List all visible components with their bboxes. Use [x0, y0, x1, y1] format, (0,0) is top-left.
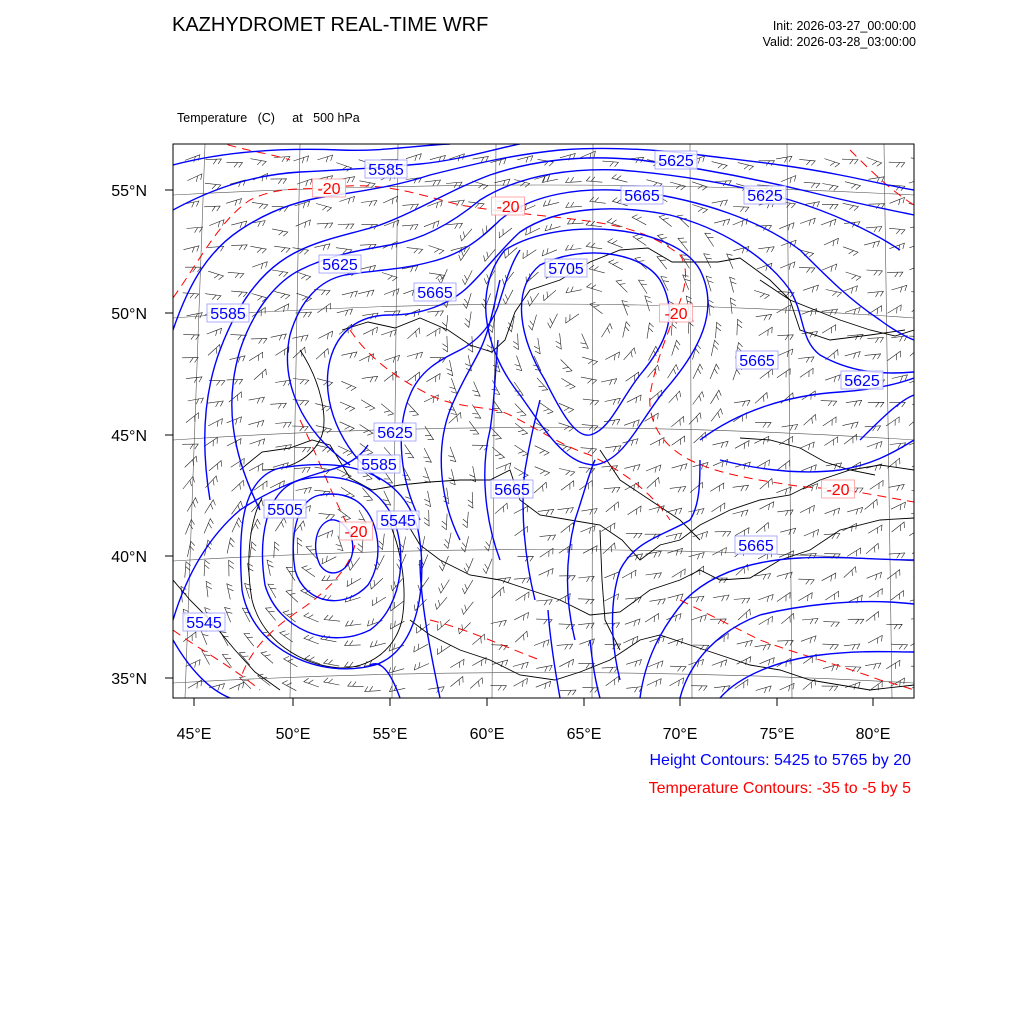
- height-label: [545, 259, 587, 278]
- temperature-label-text: -20: [317, 181, 341, 198]
- temperature-label-text: -20: [664, 306, 688, 323]
- longitude-labels: [177, 726, 891, 743]
- height-label: [365, 160, 407, 179]
- lon-label: 55°E: [372, 726, 408, 743]
- temperature-label-text: -20: [826, 482, 850, 499]
- height-label: [264, 500, 306, 519]
- height-label-text: 5665: [739, 353, 775, 370]
- height-label: [319, 255, 361, 274]
- height-label-text: 5625: [377, 425, 413, 442]
- temperature-label: [340, 522, 373, 541]
- height-label-text: 5665: [738, 538, 774, 555]
- lat-label: 40°N: [111, 549, 147, 566]
- height-label: [736, 351, 778, 370]
- height-label: [374, 423, 416, 442]
- valid-time: Valid: 2026-03-28_03:00:00: [762, 35, 916, 49]
- height-label-text: 5625: [844, 373, 880, 390]
- map-background: [173, 144, 914, 698]
- lon-label: 45°E: [176, 726, 212, 743]
- lat-label: 50°N: [111, 306, 147, 323]
- height-label: [377, 511, 419, 530]
- temperature-label: [660, 304, 693, 323]
- height-label-text: 5625: [322, 257, 358, 274]
- lon-label: 60°E: [469, 726, 505, 743]
- height-label: [744, 186, 786, 205]
- lat-label: 45°N: [111, 428, 147, 445]
- lon-label: 50°E: [275, 726, 311, 743]
- temperature-label: [313, 179, 346, 198]
- height-label: [491, 480, 533, 499]
- init-time: Init: 2026-03-27_00:00:00: [772, 19, 916, 33]
- field-temperature: Temperature (C) at 500 hPa: [177, 111, 360, 125]
- height-label-text: 5585: [368, 162, 404, 179]
- lon-label: 75°E: [759, 726, 795, 743]
- height-label-text: 5625: [658, 153, 694, 170]
- height-label-text: 5665: [417, 285, 453, 302]
- lon-label: 80°E: [855, 726, 891, 743]
- height-label-text: 5625: [747, 188, 783, 205]
- height-label-text: 5705: [548, 261, 584, 278]
- map-title: KAZHYDROMET REAL-TIME WRF: [172, 14, 489, 36]
- height-label: [841, 371, 883, 390]
- temperature-label: [822, 480, 855, 499]
- temperature-label: [492, 197, 525, 216]
- height-label-text: 5665: [624, 188, 660, 205]
- lon-label: 65°E: [566, 726, 602, 743]
- height-label: [621, 186, 663, 205]
- height-label-text: 5585: [210, 306, 246, 323]
- temperature-label-text: -20: [344, 524, 368, 541]
- latitude-labels: [111, 183, 147, 688]
- height-label: [735, 536, 777, 555]
- temperature-label-text: -20: [496, 199, 520, 216]
- height-label-text: 5585: [361, 457, 397, 474]
- temperature-legend: Temperature Contours: -35 to -5 by 5: [648, 780, 911, 797]
- height-label: [655, 151, 697, 170]
- height-label: [414, 283, 456, 302]
- height-label-text: 5545: [186, 615, 222, 632]
- lat-label: 55°N: [111, 183, 147, 200]
- height-label: [183, 613, 225, 632]
- height-label-text: 5545: [380, 513, 416, 530]
- height-label: [207, 304, 249, 323]
- height-label-text: 5505: [267, 502, 303, 519]
- height-label-text: 5665: [494, 482, 530, 499]
- wind-barb: [913, 570, 928, 578]
- height-label: [358, 455, 400, 474]
- lon-label: 70°E: [662, 726, 698, 743]
- height-legend: Height Contours: 5425 to 5765 by 20: [649, 752, 911, 769]
- lat-label: 35°N: [111, 671, 147, 688]
